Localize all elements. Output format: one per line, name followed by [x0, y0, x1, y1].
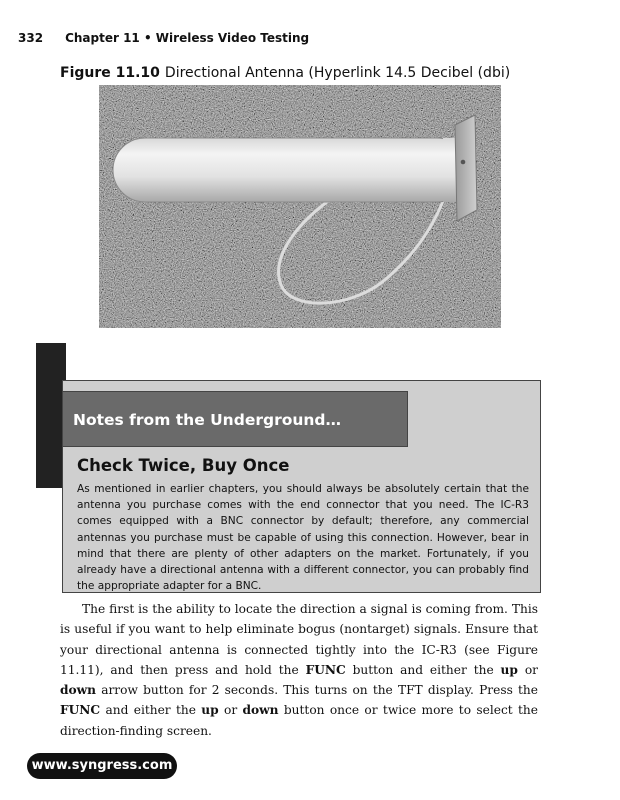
- up-term: up: [500, 662, 518, 677]
- down-term: down: [60, 683, 97, 698]
- up-term-2: up: [201, 703, 219, 718]
- sidebar-heading: Check Twice, Buy Once: [77, 456, 290, 475]
- running-head: [18, 31, 309, 45]
- body-or-1: or: [517, 662, 538, 677]
- antenna-tube: [113, 138, 469, 202]
- figure-label: Figure 11.10: [60, 65, 160, 81]
- body-text-3: arrow button for 2 seconds. This turns on the TFT display. Press the: [96, 683, 538, 698]
- body-text-4: and either the: [100, 703, 202, 718]
- chapter-title: Chapter 11 • Wireless Video Testing: [65, 31, 310, 45]
- body-text-2: button and either the: [345, 662, 501, 677]
- page-number: 332: [18, 31, 44, 45]
- func-term-2: FUNC: [60, 703, 101, 718]
- sidebar-body: As mentioned in earlier chapters, you should always be absolutely certain that the antenna you purchase comes with the end connector that you need. The IC-R3 comes equipped with a BNC connector by default; therefore, any commercial antennas you purchase must be capable of using this connection. However, bear in mind that there are plenty of other adapters on the market. Fortunately, if you already have a directional antenna with a different connector, you can probably find the appropriate adapter for a BNC.: [77, 483, 529, 593]
- func-term: FUNC: [305, 662, 346, 677]
- figure-caption-text: Directional Antenna (Hyperlink 14.5 Decibel (dbi): [164, 65, 511, 81]
- down-term-2: down: [242, 703, 279, 718]
- body-text-5: button once or twice more to select the direction-finding screen.: [60, 703, 538, 738]
- antenna-photo: [99, 85, 501, 328]
- figure-caption: [60, 65, 510, 81]
- mounting-plate: [455, 115, 477, 221]
- body-paragraph: [60, 599, 538, 741]
- website-link[interactable]: www.syngress.com: [27, 753, 177, 779]
- body-text-1: The first is the ability to locate the direction a signal is coming from. This is useful if you want to help eliminate bogus (nontarget) signals. Ensure that your directional antenna is connected tightly into the IC-R3 (see Figure 11.11), and then press and hold the: [60, 602, 538, 677]
- body-or-2: or: [218, 703, 243, 718]
- sidebar-banner-title: Notes from the Underground…: [73, 411, 342, 429]
- sidebar-banner: [62, 391, 408, 447]
